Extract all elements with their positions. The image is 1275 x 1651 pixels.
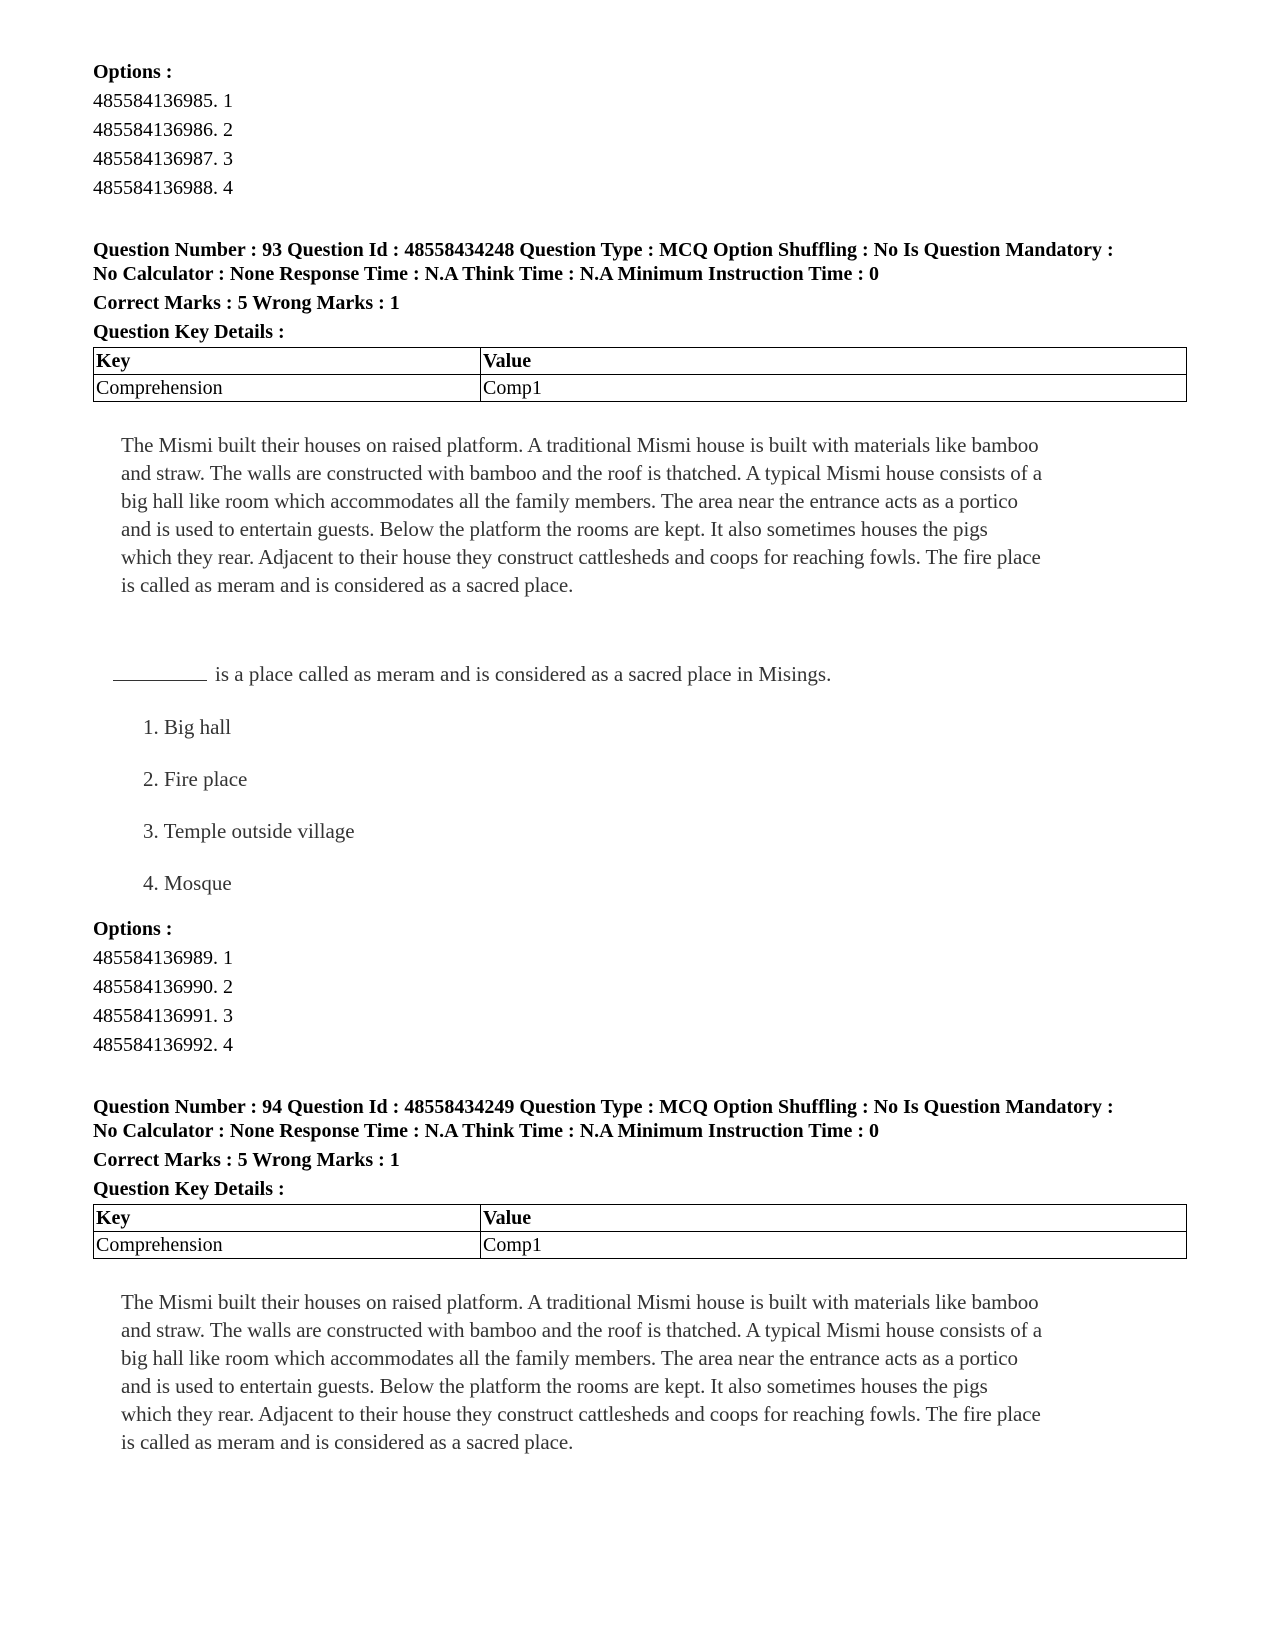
option-item: 485584136992. 4 [93,1034,233,1056]
option-item: 485584136991. 3 [93,1005,233,1027]
table-header-value: Value [481,1205,1187,1232]
option-item: 485584136985. 1 [93,90,233,112]
answer-choice: 3. Temple outside village [143,819,355,843]
options-label: Options : [93,61,173,83]
question-stem-text: is a place called as meram and is considered as a sacred place in Misings. [215,662,832,686]
table-row [94,1232,1187,1259]
passage-line: The Mismi built their houses on raised platform. A traditional Mismi house is built with materials like bamboo [121,433,1039,457]
question-93-block [93,238,1187,1060]
table-header-value: Value [481,348,1187,375]
passage-line: which they rear. Adjacent to their house they construct cattlesheds and coops for reaching fowls. The fire place [121,1402,1041,1426]
question-stem [113,660,1187,688]
table-row [94,375,1187,402]
table-cell-value: Comp1 [481,375,1187,402]
answer-choice: 4. Mosque [143,871,232,895]
passage-line: big hall like room which accommodates all the family members. The area near the entrance acts as a portico [121,489,1018,513]
table-cell-value: Comp1 [481,1232,1187,1259]
table-header-key: Key [94,1205,481,1232]
question-marks: Correct Marks : 5 Wrong Marks : 1 [93,1149,400,1171]
question-key-table [93,1204,1187,1259]
answer-choices [93,713,1187,897]
passage-line: The Mismi built their houses on raised platform. A traditional Mismi house is built with materials like bamboo [121,1290,1039,1314]
question-key-table [93,347,1187,402]
question-marks: Correct Marks : 5 Wrong Marks : 1 [93,292,400,314]
passage-line: big hall like room which accommodates all the family members. The area near the entrance acts as a portico [121,1346,1018,1370]
passage-line: and is used to entertain guests. Below the platform the rooms are kept. It also sometimes houses the pigs [121,517,988,541]
answer-choice: 1. Big hall [143,715,232,739]
passage-line: is called as meram and is considered as a sacred place. [121,1430,574,1454]
options-label: Options : [93,918,173,940]
top-options-block [93,58,1187,203]
table-header-key: Key [94,348,481,375]
question-key-details-label: Question Key Details : [93,1178,285,1200]
passage-line: which they rear. Adjacent to their house they construct cattlesheds and coops for reaching fowls. The fire place [121,545,1041,569]
blank-line [113,662,207,681]
passage-line: and straw. The walls are constructed with bamboo and the roof is thatched. A typical Mismi house consists of a [121,461,1042,485]
answer-choice: 2. Fire place [143,767,248,791]
table-cell-key: Comprehension [94,1232,481,1259]
table-cell-key: Comprehension [94,375,481,402]
question-meta-line2: No Calculator : None Response Time : N.A Think Time : N.A Minimum Instruction Time : 0 [93,263,879,285]
question-meta-line2: No Calculator : None Response Time : N.A Think Time : N.A Minimum Instruction Time : 0 [93,1120,879,1142]
comprehension-passage [121,431,1179,599]
table-header-row [94,348,1187,375]
option-item: 485584136986. 2 [93,119,233,141]
question-meta-line1: Question Number : 93 Question Id : 48558434248 Question Type : MCQ Option Shuffling : No Is Question Mandatory : [93,239,1114,261]
option-item: 485584136989. 1 [93,947,233,969]
option-item: 485584136987. 3 [93,148,233,170]
options-block [93,915,1187,1060]
passage-line: is called as meram and is considered as a sacred place. [121,573,574,597]
option-item: 485584136990. 2 [93,976,233,998]
question-94-block [93,1095,1187,1456]
question-meta-line1: Question Number : 94 Question Id : 48558434249 Question Type : MCQ Option Shuffling : No Is Question Mandatory : [93,1096,1114,1118]
table-header-row [94,1205,1187,1232]
comprehension-passage [121,1288,1179,1456]
document-page [93,58,1187,1456]
passage-line: and straw. The walls are constructed with bamboo and the roof is thatched. A typical Mismi house consists of a [121,1318,1042,1342]
passage-line: and is used to entertain guests. Below the platform the rooms are kept. It also sometimes houses the pigs [121,1374,988,1398]
question-key-details-label: Question Key Details : [93,321,285,343]
option-item: 485584136988. 4 [93,177,233,199]
